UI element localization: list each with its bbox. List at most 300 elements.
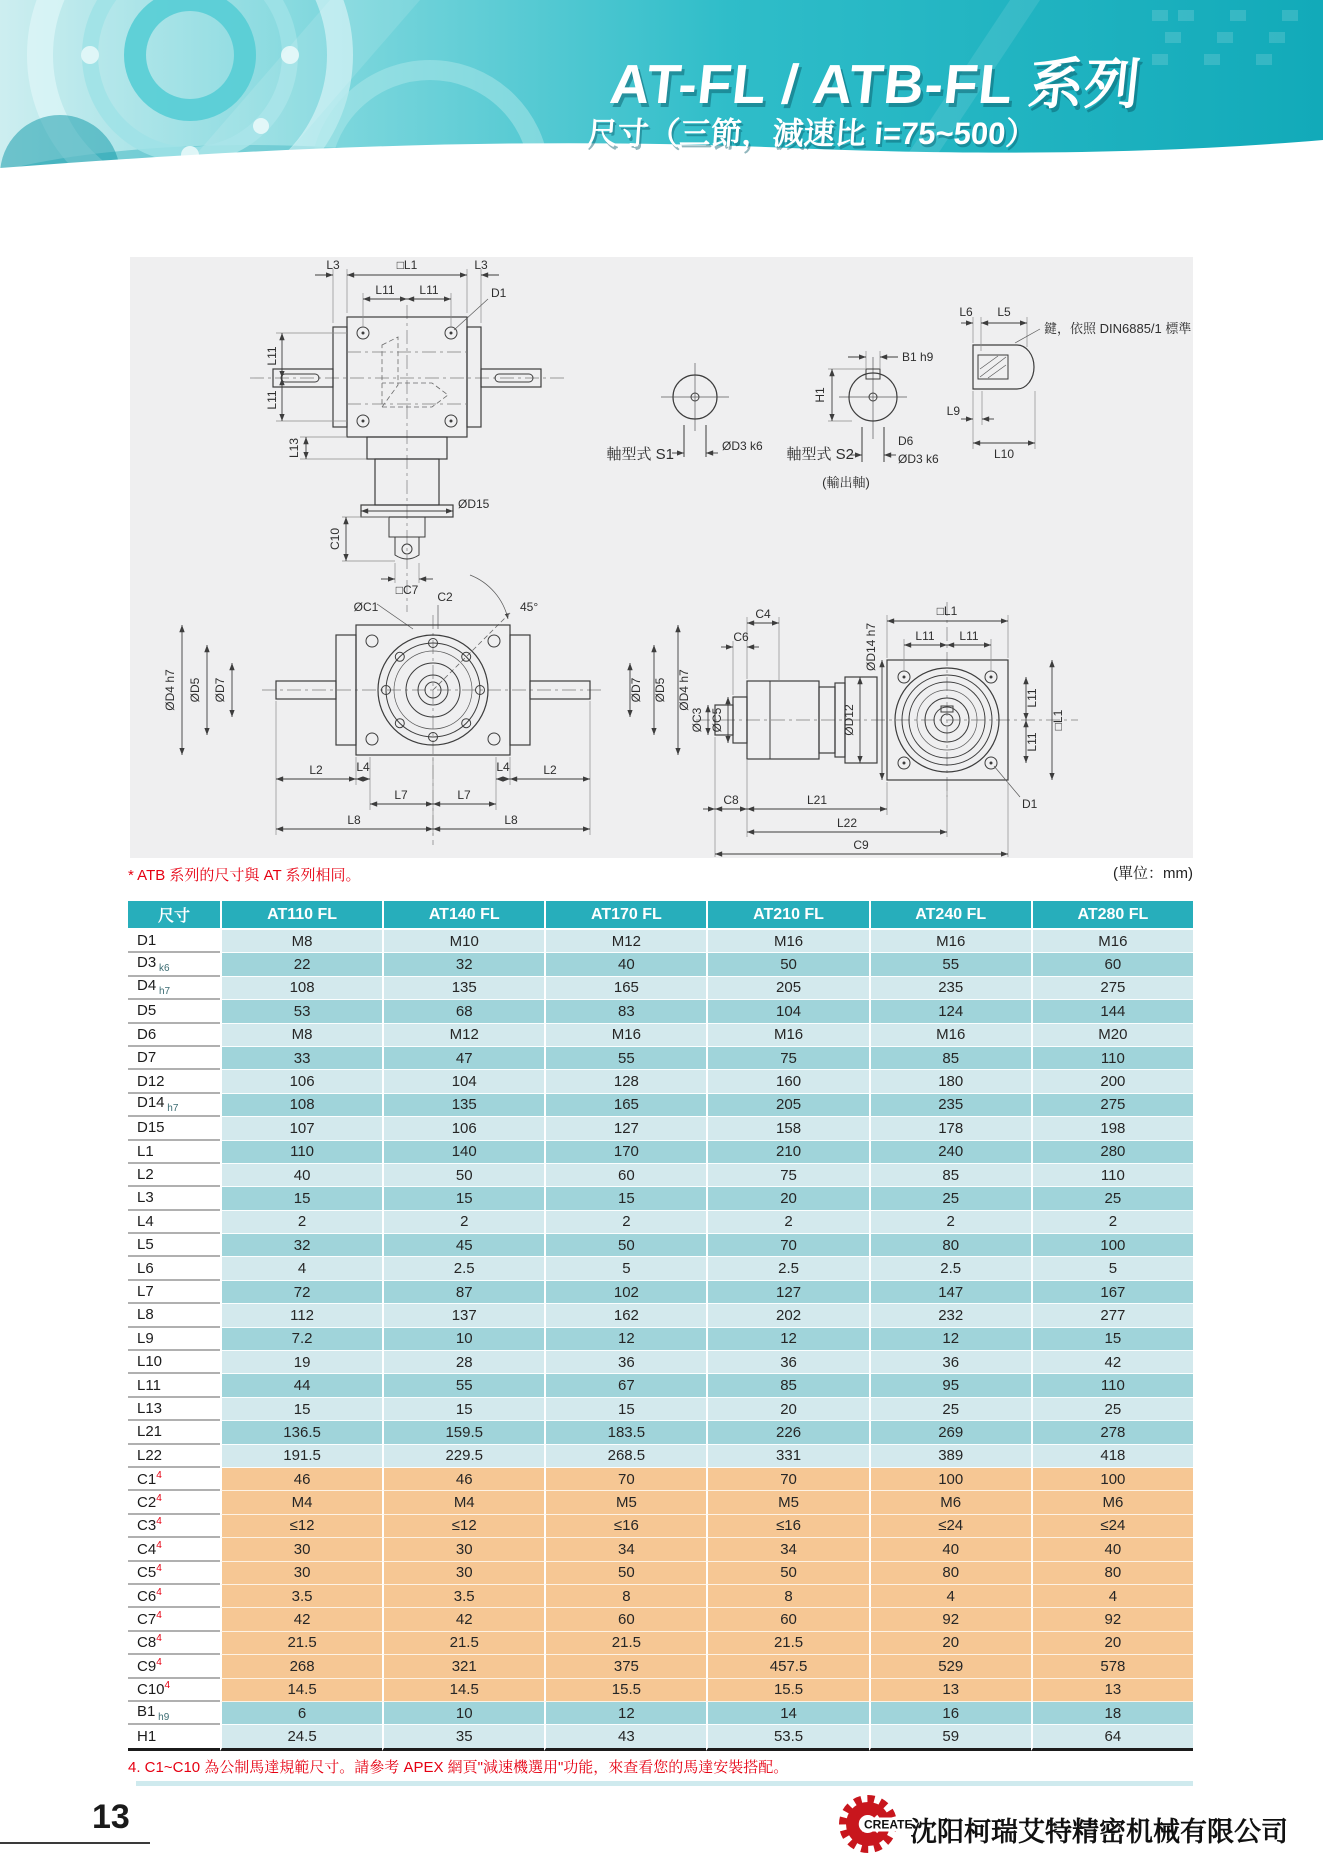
table-row	[128, 1445, 1193, 1468]
table-cell: 135	[382, 977, 544, 1000]
table-cell: 108	[220, 1094, 382, 1117]
table-cell: 25	[869, 1187, 1031, 1210]
technical-drawing	[130, 257, 1193, 858]
table-cell: 28	[382, 1351, 544, 1374]
table-cell: 198	[1031, 1117, 1193, 1140]
table-cell: 127	[706, 1281, 868, 1304]
table-row	[128, 1187, 1193, 1210]
row-label: D5	[128, 1000, 220, 1023]
svg-text:C2: C2	[437, 590, 453, 604]
svg-text:□L1: □L1	[1051, 709, 1065, 731]
table-cell: 50	[544, 1234, 706, 1257]
table-cell: 24.5	[220, 1725, 382, 1750]
unit-note: (單位：mm)	[1113, 865, 1193, 882]
table-cell: 70	[706, 1468, 868, 1491]
table-row	[128, 1398, 1193, 1421]
table-cell: 268.5	[544, 1445, 706, 1468]
table-cell: 40	[220, 1164, 382, 1187]
table-cell: 15	[1031, 1328, 1193, 1351]
svg-text:ØD5: ØD5	[188, 677, 202, 703]
column-header-model: AT140 FL	[382, 901, 544, 930]
table-cell: 529	[869, 1655, 1031, 1678]
table-cell: 59	[869, 1725, 1031, 1750]
svg-text:L9: L9	[946, 404, 960, 418]
svg-text:ØD5: ØD5	[653, 677, 667, 703]
table-cell: 277	[1031, 1304, 1193, 1327]
svg-text:L5: L5	[997, 305, 1011, 319]
table-cell: 170	[544, 1141, 706, 1164]
table-cell: 110	[1031, 1164, 1193, 1187]
table-cell: 44	[220, 1374, 382, 1397]
page-number: 13	[92, 1798, 130, 1836]
table-cell: 42	[1031, 1351, 1193, 1374]
table-cell: 85	[706, 1374, 868, 1397]
table-row	[128, 953, 1193, 976]
table-cell: M4	[220, 1491, 382, 1514]
table-cell: M16	[706, 930, 868, 953]
svg-text:L3: L3	[474, 258, 488, 272]
table-cell: 21.5	[706, 1632, 868, 1655]
row-label: $C10^4$	[128, 1679, 220, 1702]
table-cell: 210	[706, 1141, 868, 1164]
table-cell: 15	[544, 1398, 706, 1421]
svg-text:L8: L8	[504, 813, 518, 827]
table-cell: 15	[220, 1187, 382, 1210]
table-cell: 2.5	[382, 1257, 544, 1280]
svg-text:L10: L10	[993, 447, 1015, 461]
side-view	[690, 602, 1078, 857]
row-label: $C2^4$	[128, 1491, 220, 1514]
table-cell: 331	[706, 1445, 868, 1468]
table-cell: 60	[706, 1608, 868, 1631]
svg-text:□C7: □C7	[395, 583, 419, 597]
table-cell: 14.5	[220, 1679, 382, 1702]
page-number-line	[0, 1842, 150, 1844]
svg-text:L7: L7	[457, 788, 471, 802]
row-label: L22	[128, 1445, 220, 1468]
table-cell: 46	[382, 1468, 544, 1491]
table-cell: 159.5	[382, 1421, 544, 1444]
table-cell: 60	[544, 1608, 706, 1631]
table-cell: M16	[1031, 930, 1193, 953]
logo-text: CREATE	[864, 1817, 913, 1832]
table-cell: 4	[1031, 1585, 1193, 1608]
table-cell: M12	[544, 930, 706, 953]
table-cell: 3.5	[220, 1585, 382, 1608]
row-label: L10	[128, 1351, 220, 1374]
table-cell: 80	[1031, 1562, 1193, 1585]
svg-text:D1: D1	[491, 286, 507, 300]
table-cell: 2.5	[869, 1257, 1031, 1280]
svg-text:□L1: □L1	[396, 258, 418, 272]
table-cell: 226	[706, 1421, 868, 1444]
table-cell: 15	[382, 1187, 544, 1210]
table-cell: 46	[220, 1468, 382, 1491]
table-cell: 75	[706, 1164, 868, 1187]
row-label: $C1^4$	[128, 1468, 220, 1491]
table-cell: 8	[706, 1585, 868, 1608]
svg-text:D6: D6	[898, 434, 914, 448]
table-cell: 55	[869, 953, 1031, 976]
table-cell: 14.5	[382, 1679, 544, 1702]
svg-text:ØC3: ØC3	[690, 707, 704, 733]
row-label: D12	[128, 1070, 220, 1093]
table-cell: 275	[1031, 1094, 1193, 1117]
dimension-table	[128, 901, 1193, 1751]
table-cell: 205	[706, 1094, 868, 1117]
svg-text:軸型式 S1: 軸型式 S1	[606, 446, 674, 463]
table-cell: 10	[382, 1702, 544, 1725]
table-cell: 2.5	[706, 1257, 868, 1280]
table-row	[128, 1608, 1193, 1631]
svg-text:ØD7: ØD7	[213, 677, 227, 703]
table-cell: 106	[382, 1117, 544, 1140]
column-header-model: AT110 FL	[220, 901, 382, 930]
row-label: $C4^4$	[128, 1538, 220, 1561]
table-cell: 30	[220, 1562, 382, 1585]
table-cell: 72	[220, 1281, 382, 1304]
table-cell: M20	[1031, 1024, 1193, 1047]
table-cell: 104	[706, 1000, 868, 1023]
table-cell: 20	[1031, 1632, 1193, 1655]
table-row	[128, 1141, 1193, 1164]
table-cell: 25	[1031, 1398, 1193, 1421]
table-row	[128, 1515, 1193, 1538]
table-row	[128, 1070, 1193, 1093]
table-cell: 19	[220, 1351, 382, 1374]
table-cell: 33	[220, 1047, 382, 1070]
table-cell: M4	[382, 1491, 544, 1514]
table-row	[128, 1374, 1193, 1397]
table-cell: 70	[544, 1468, 706, 1491]
column-header-model: AT280 FL	[1031, 901, 1193, 930]
table-cell: 47	[382, 1047, 544, 1070]
table-cell: 87	[382, 1281, 544, 1304]
table-cell: 75	[706, 1047, 868, 1070]
table-row	[128, 1328, 1193, 1351]
table-cell: 110	[220, 1141, 382, 1164]
table-cell: 32	[220, 1234, 382, 1257]
row-label: $C3^4$	[128, 1515, 220, 1538]
row-label: D1	[128, 930, 220, 953]
table-cell: 8	[544, 1585, 706, 1608]
row-label: B1 $_{h9}$	[128, 1702, 220, 1725]
table-cell: 321	[382, 1655, 544, 1678]
table-cell: 12	[544, 1328, 706, 1351]
table-cell: 127	[544, 1117, 706, 1140]
table-cell: 104	[382, 1070, 544, 1093]
table-row	[128, 1468, 1193, 1491]
svg-text:L4: L4	[496, 760, 510, 774]
table-cell: 13	[1031, 1679, 1193, 1702]
table-cell: 16	[869, 1702, 1031, 1725]
table-row	[128, 1047, 1193, 1070]
table-cell: 2	[1031, 1211, 1193, 1234]
table-cell: 107	[220, 1117, 382, 1140]
table-cell: M5	[706, 1491, 868, 1514]
table-row	[128, 977, 1193, 1000]
table-cell: 110	[1031, 1374, 1193, 1397]
row-label: D4 $_{h7}$	[128, 977, 220, 1000]
atb-series-note: * ATB 系列的尺寸與 AT 系列相同。	[128, 867, 361, 884]
svg-text:L11: L11	[265, 390, 279, 410]
row-label: H1	[128, 1725, 220, 1750]
svg-text:C8: C8	[723, 793, 739, 807]
table-cell: M10	[382, 930, 544, 953]
table-cell: M8	[220, 930, 382, 953]
table-cell: 36	[869, 1351, 1031, 1374]
table-row	[128, 1679, 1193, 1702]
table-cell: M5	[544, 1491, 706, 1514]
svg-text:L22: L22	[836, 816, 858, 830]
row-label: $C6^4$	[128, 1585, 220, 1608]
table-cell: 50	[706, 953, 868, 976]
svg-text:L11: L11	[1025, 732, 1039, 752]
table-row	[128, 1094, 1193, 1117]
table-row	[128, 1234, 1193, 1257]
row-label: L8	[128, 1304, 220, 1327]
table-row	[128, 1000, 1193, 1023]
table-row	[128, 1655, 1193, 1678]
table-cell: 106	[220, 1070, 382, 1093]
row-label: L1	[128, 1141, 220, 1164]
row-label: L2	[128, 1164, 220, 1187]
table-cell: 14	[706, 1702, 868, 1725]
table-cell: 53.5	[706, 1725, 868, 1750]
table-cell: 205	[706, 977, 868, 1000]
row-label: D15	[128, 1117, 220, 1140]
table-cell: 110	[1031, 1047, 1193, 1070]
row-label: D3 $_{k6}$	[128, 953, 220, 976]
table-cell: 60	[1031, 953, 1193, 976]
row-label: D6	[128, 1024, 220, 1047]
svg-text:L3: L3	[326, 258, 340, 272]
metric-motor-footnote: 4. C1~C10 為公制馬達規範尺寸。請參考 APEX 網頁"減速機選用"功能，來查看您的馬達安裝搭配。	[128, 1759, 789, 1776]
table-cell: 53	[220, 1000, 382, 1023]
row-label: L6	[128, 1257, 220, 1280]
table-cell: M16	[544, 1024, 706, 1047]
table-cell: 10	[382, 1328, 544, 1351]
table-cell: 20	[869, 1632, 1031, 1655]
table-cell: 21.5	[220, 1632, 382, 1655]
table-cell: 3.5	[382, 1585, 544, 1608]
table-cell: 80	[869, 1234, 1031, 1257]
svg-text:C4: C4	[755, 607, 771, 621]
table-row	[128, 1117, 1193, 1140]
table-cell: 83	[544, 1000, 706, 1023]
table-cell: M16	[706, 1024, 868, 1047]
svg-text:ØD7: ØD7	[629, 677, 643, 703]
table-cell: 25	[869, 1398, 1031, 1421]
flange-view	[163, 611, 691, 845]
table-cell: 202	[706, 1304, 868, 1327]
column-header-dimension: 尺寸	[128, 901, 220, 930]
table-cell: 200	[1031, 1070, 1193, 1093]
table-cell: 25	[1031, 1187, 1193, 1210]
svg-text:鍵，依照 DIN6885/1 標準: 鍵，依照 DIN6885/1 標準	[1044, 321, 1192, 336]
table-row	[128, 1538, 1193, 1561]
table-cell: 18	[1031, 1702, 1193, 1725]
table-row	[128, 930, 1193, 953]
table-cell: 144	[1031, 1000, 1193, 1023]
table-cell: 578	[1031, 1655, 1193, 1678]
table-row	[128, 1702, 1193, 1725]
table-cell: 240	[869, 1141, 1031, 1164]
svg-text:L4: L4	[356, 760, 370, 774]
front-view	[250, 258, 564, 629]
table-cell: 7.2	[220, 1328, 382, 1351]
row-label: $C5^4$	[128, 1562, 220, 1585]
table-cell: 32	[382, 953, 544, 976]
page-title: AT-FL / ATB-FL 系列	[607, 53, 1144, 115]
table-row	[128, 1304, 1193, 1327]
table-cell: 43	[544, 1725, 706, 1750]
table-cell: 15.5	[544, 1679, 706, 1702]
table-cell: 60	[544, 1164, 706, 1187]
row-label: L11	[128, 1374, 220, 1397]
table-cell: M8	[220, 1024, 382, 1047]
row-label: $C9^4$	[128, 1655, 220, 1678]
table-cell: 85	[869, 1047, 1031, 1070]
table-cell: 80	[869, 1562, 1031, 1585]
row-label: L9	[128, 1328, 220, 1351]
row-label: D14 $_{h7}$	[128, 1094, 220, 1117]
svg-text:ØD4 h7: ØD4 h7	[677, 669, 691, 711]
svg-text:C6: C6	[733, 630, 749, 644]
table-cell: 280	[1031, 1141, 1193, 1164]
table-cell: 30	[382, 1538, 544, 1561]
svg-text:H1: H1	[813, 387, 827, 403]
table-cell: 95	[869, 1374, 1031, 1397]
table-cell: 36	[706, 1351, 868, 1374]
table-cell: 178	[869, 1117, 1031, 1140]
svg-text:45°: 45°	[520, 600, 539, 614]
row-label: D7	[128, 1047, 220, 1070]
table-cell: 102	[544, 1281, 706, 1304]
svg-text:ØD3 k6: ØD3 k6	[898, 452, 939, 466]
table-cell: 162	[544, 1304, 706, 1327]
svg-text:(輸出軸): (輸出軸)	[822, 475, 870, 490]
table-cell: 12	[544, 1702, 706, 1725]
row-label: $C7^4$	[128, 1608, 220, 1631]
table-cell: 67	[544, 1374, 706, 1397]
table-cell: M12	[382, 1024, 544, 1047]
table-cell: 40	[869, 1538, 1031, 1561]
table-cell: 457.5	[706, 1655, 868, 1678]
table-cell: 100	[1031, 1234, 1193, 1257]
table-cell: 15	[220, 1398, 382, 1421]
table-cell: 55	[544, 1047, 706, 1070]
row-label: L7	[128, 1281, 220, 1304]
table-cell: 2	[544, 1211, 706, 1234]
svg-text:L11: L11	[959, 629, 979, 643]
table-row	[128, 1164, 1193, 1187]
table-cell: 40	[1031, 1538, 1193, 1561]
table-cell: 418	[1031, 1445, 1193, 1468]
svg-text:C9: C9	[853, 838, 869, 852]
table-cell: 15	[544, 1187, 706, 1210]
table-cell: 4	[869, 1585, 1031, 1608]
svg-text:L8: L8	[347, 813, 361, 827]
table-cell: 6	[220, 1702, 382, 1725]
table-cell: 36	[544, 1351, 706, 1374]
table-row	[128, 1257, 1193, 1280]
table-cell: 5	[1031, 1257, 1193, 1280]
svg-text:L7: L7	[394, 788, 408, 802]
table-row	[128, 1632, 1193, 1655]
table-cell: 147	[869, 1281, 1031, 1304]
table-cell: 4	[220, 1257, 382, 1280]
svg-text:L11: L11	[1025, 688, 1039, 708]
table-cell: 2	[220, 1211, 382, 1234]
table-cell: ≤16	[706, 1515, 868, 1538]
table-cell: ≤24	[1031, 1515, 1193, 1538]
svg-text:ØC5: ØC5	[710, 707, 724, 733]
row-label: L5	[128, 1234, 220, 1257]
header-banner	[0, 0, 1323, 196]
table-cell: 34	[544, 1538, 706, 1561]
row-label: $C8^4$	[128, 1632, 220, 1655]
table-cell: 2	[706, 1211, 868, 1234]
svg-text:L11: L11	[265, 346, 279, 366]
column-header-model: AT170 FL	[544, 901, 706, 930]
table-row	[128, 1211, 1193, 1234]
shaft-type-s2	[786, 350, 939, 490]
svg-text:L2: L2	[309, 763, 323, 777]
svg-text:B1 h9: B1 h9	[902, 350, 934, 364]
svg-text:ØD12: ØD12	[842, 704, 856, 736]
row-label: L3	[128, 1187, 220, 1210]
svg-text:□L1: □L1	[936, 604, 958, 618]
table-cell: 64	[1031, 1725, 1193, 1750]
table-cell: ≤24	[869, 1515, 1031, 1538]
table-cell: 108	[220, 977, 382, 1000]
table-cell: 92	[1031, 1608, 1193, 1631]
table-cell: 100	[869, 1468, 1031, 1491]
table-cell: 137	[382, 1304, 544, 1327]
table-cell: 13	[869, 1679, 1031, 1702]
table-row	[128, 1024, 1193, 1047]
column-header-model: AT210 FL	[706, 901, 868, 930]
table-cell: 183.5	[544, 1421, 706, 1444]
table-cell: 50	[544, 1562, 706, 1585]
table-cell: 21.5	[544, 1632, 706, 1655]
table-cell: 140	[382, 1141, 544, 1164]
table-cell: 42	[382, 1608, 544, 1631]
table-cell: ≤12	[382, 1515, 544, 1538]
svg-text:ØD15: ØD15	[458, 497, 490, 511]
table-cell: 34	[706, 1538, 868, 1561]
table-cell: 12	[706, 1328, 868, 1351]
shaft-type-s1	[606, 363, 763, 463]
row-label: L13	[128, 1398, 220, 1421]
table-cell: 22	[220, 953, 382, 976]
table-cell: 135	[382, 1094, 544, 1117]
svg-text:L11: L11	[375, 283, 395, 297]
svg-text:L11: L11	[419, 283, 439, 297]
table-cell: 55	[382, 1374, 544, 1397]
table-cell: 235	[869, 1094, 1031, 1117]
table-cell: 45	[382, 1234, 544, 1257]
table-cell: 124	[869, 1000, 1031, 1023]
table-cell: 165	[544, 1094, 706, 1117]
key-detail	[947, 305, 1192, 461]
table-cell: 30	[382, 1562, 544, 1585]
table-cell: 30	[220, 1538, 382, 1561]
table-cell: M16	[869, 930, 1031, 953]
dimension-diagrams	[130, 257, 1193, 858]
table-cell: 269	[869, 1421, 1031, 1444]
